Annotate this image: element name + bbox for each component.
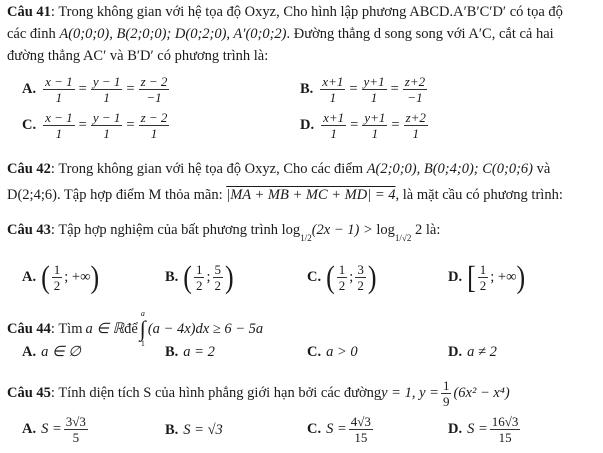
q44-pre: : Tìm [50,320,83,337]
denominator: 1 [103,126,110,141]
rest: ; +∞ [64,269,91,285]
option-pre: S = [467,421,488,437]
numerator: 1 [195,262,203,277]
q45-eq-post: (6x² − x⁴) [453,385,510,401]
q44-line [7,310,263,348]
q42-text2: và [532,161,551,177]
q42-text: : Trong không gian với hệ tọa độ Oxyz, Cho các điểm [50,161,367,177]
open-bracket: ( [326,259,335,295]
option-text: a > 0 [326,344,358,360]
q42-vector-expr: |MA + MB + MC + MD| = 4 [226,187,396,203]
numerator: y − 1 [92,74,121,89]
q41-text2: các đỉnh [7,26,60,42]
option-label: C. [22,117,37,133]
option-label: C. [307,269,322,285]
q45-option-d[interactable] [448,414,522,445]
numerator: y+1 [363,74,385,89]
open-bracket: [ [467,259,476,295]
q43-text: : Tập hợp nghiệm của bất phương trình [50,222,282,238]
close-bracket: ) [90,259,100,295]
q42-point-d: D(2;4;6) [7,187,57,203]
numerator: z+2 [405,110,426,125]
arg-1: (2x − 1) > [311,222,377,238]
q44-option-c[interactable] [307,344,358,361]
numerator: z − 2 [140,110,168,125]
sep: ; [349,269,354,285]
open-bracket: ( [41,259,50,295]
q44-option-b[interactable] [165,344,215,361]
base2-num: 1 [394,233,400,243]
numerator: z+2 [404,74,426,89]
q45-option-c[interactable] [307,414,375,445]
q41-points: A(0;0;0), B(2;0;0); D(0;2;0), A′(0;0;2) [59,26,287,42]
option-label: D. [448,421,463,437]
q45-eq-pre: y = 1, y = [381,385,439,401]
base1-num: 1 [300,233,305,243]
option-label: D. [300,117,315,133]
q45-text: : Tính diện tích S của hình phẳng giới hạn bởi các đường [50,385,382,401]
option-label: C. [307,344,322,360]
log-2: log [376,222,395,238]
base2-den: √2 [401,233,412,243]
option-label: A. [22,81,37,97]
q45-option-b[interactable] [165,414,223,446]
option-text: a = 2 [183,344,215,360]
option-label: D. [448,344,463,360]
q44-label: Câu 44 [7,320,51,337]
option-pre: S = [41,421,62,437]
numerator: x+1 [323,110,345,125]
option-label: C. [307,421,322,437]
denominator: 1 [55,90,63,105]
option-label: D. [448,269,463,285]
denominator: 1 [329,90,337,105]
denominator: 2 [338,278,346,293]
numerator: 1 [442,378,450,393]
q41-line1 [7,4,563,21]
q41-label: Câu 41 [7,4,51,20]
numerator: 5 [214,262,221,277]
denominator: 5 [72,430,80,445]
sep: ; [206,269,211,285]
denominator: 2 [53,278,61,293]
denominator: 1 [330,126,337,141]
denominator: 2 [479,278,487,293]
close-bracket: ) [367,259,377,295]
numerator: 1 [479,262,487,277]
q41-option-b[interactable]: B. $\frac{x+1}{1}$ = $\frac{y+1}{1}$ = $\frac{z+2}{-1}$ [300,74,426,105]
numerator: x − 1 [45,110,73,125]
q43-post: là: [422,222,441,238]
option-label: B. [165,421,179,438]
q42-text3: . Tập hợp điểm M thỏa mãn: [56,187,227,203]
q41-text3: . Đường thẳng d song song với A′C, cắt cả hai [286,26,554,42]
q43-option-b[interactable] [165,259,234,295]
q43-option-c[interactable] [307,259,377,295]
q43-option-a[interactable] [22,259,100,295]
option-label: B. [165,344,179,360]
denominator: 2 [214,278,221,293]
q41-option-d[interactable]: D. $\frac{x+1}{1}$ = $\frac{y+1}{1}$ = $\frac{z+2}{1}$ [300,110,426,141]
numerator: y − 1 [92,110,121,125]
q44-cond: a ∈ ℝ [85,320,125,337]
q41-option-a[interactable]: A. $\frac{x - 1}{1}$ = $\frac{y - 1}{1}$ = $\frac{z - 2}{-1}$ [22,74,168,105]
option-label: B. [165,269,179,285]
integral-lower: 1 [140,339,145,348]
numerator: x+1 [322,74,344,89]
numerator: 16√3 [491,414,519,429]
q42-label: Câu 42 [7,161,51,177]
denominator: 2 [357,278,364,293]
option-label: B. [300,81,314,97]
denominator: −1 [146,90,162,105]
q45-line [7,378,510,409]
numerator: 1 [53,262,61,277]
option-pre: S = [326,421,347,437]
denominator: 1 [412,126,419,141]
q44-integrand: (a − 4x)dx ≥ 6 − 5a [147,320,264,337]
denominator: 15 [354,430,368,445]
q41-option-c[interactable]: C. $\frac{x - 1}{1}$ = $\frac{y - 1}{1}$ = $\frac{z - 2}{1}$ [22,110,168,141]
option-text: a ∈ ∅ [41,344,81,360]
numerator: 3√3 [65,414,86,429]
numerator: y+1 [364,110,386,125]
numerator: 1 [338,262,346,277]
q42-line2 [7,187,563,204]
integral-upper: a [140,309,145,318]
base1-den: 2 [307,233,312,243]
q43-line: Câu 43: Tập hợp nghiệm của bất phương trình $\log_{1/2}(2x - 1) > \log_{1/√2} 2$ là: [7,222,441,243]
numerator: 4√3 [350,414,371,429]
denominator: 9 [442,394,450,409]
numerator: z − 2 [140,74,168,89]
integral-sign: ∫ [139,316,146,341]
q44-option-d[interactable] [448,344,497,361]
denominator: 1 [150,126,158,141]
q42-line1 [7,161,550,178]
rest: ; +∞ [490,269,517,285]
q42-points: A(2;0;0), B(0;4;0); C(0;0;6) [366,161,533,177]
close-bracket: ) [225,259,234,295]
option-label: A. [22,421,37,437]
denominator: 1 [370,90,378,105]
option-text: a ≠ 2 [467,344,497,360]
denominator: 1 [371,126,379,141]
numerator: 3 [357,262,364,277]
denominator: 2 [195,278,203,293]
q41-line3: đường thẳng AC′ và B′D′ có phương trình là: [7,48,269,64]
option-label: A. [22,344,37,360]
q45-option-a[interactable] [22,414,90,445]
q43-option-d[interactable] [448,259,526,295]
denominator: −1 [407,90,423,105]
q44-de: để [124,320,138,337]
denominator: 15 [498,430,512,445]
numerator: x − 1 [45,74,73,89]
arg-2: 2 [411,222,423,238]
q43-label: Câu 43 [7,222,51,238]
option-label: A. [22,269,37,285]
q41-text: : Trong không gian với hệ tọa độ Oxyz, Cho hình lập phương ABCD.A′B′C′D′ có tọa độ [50,4,563,20]
log-1: log [281,222,301,238]
q45-label: Câu 45 [7,385,51,401]
open-bracket: ( [183,259,192,295]
q41-line2 [7,26,554,43]
close-bracket: ) [516,259,526,295]
q42-text4: , là mặt cầu có phương trình: [395,187,563,203]
option-pre: S = √3 [183,421,223,438]
q44-option-a[interactable] [22,344,81,361]
denominator: 1 [103,90,110,105]
denominator: 1 [55,126,63,141]
